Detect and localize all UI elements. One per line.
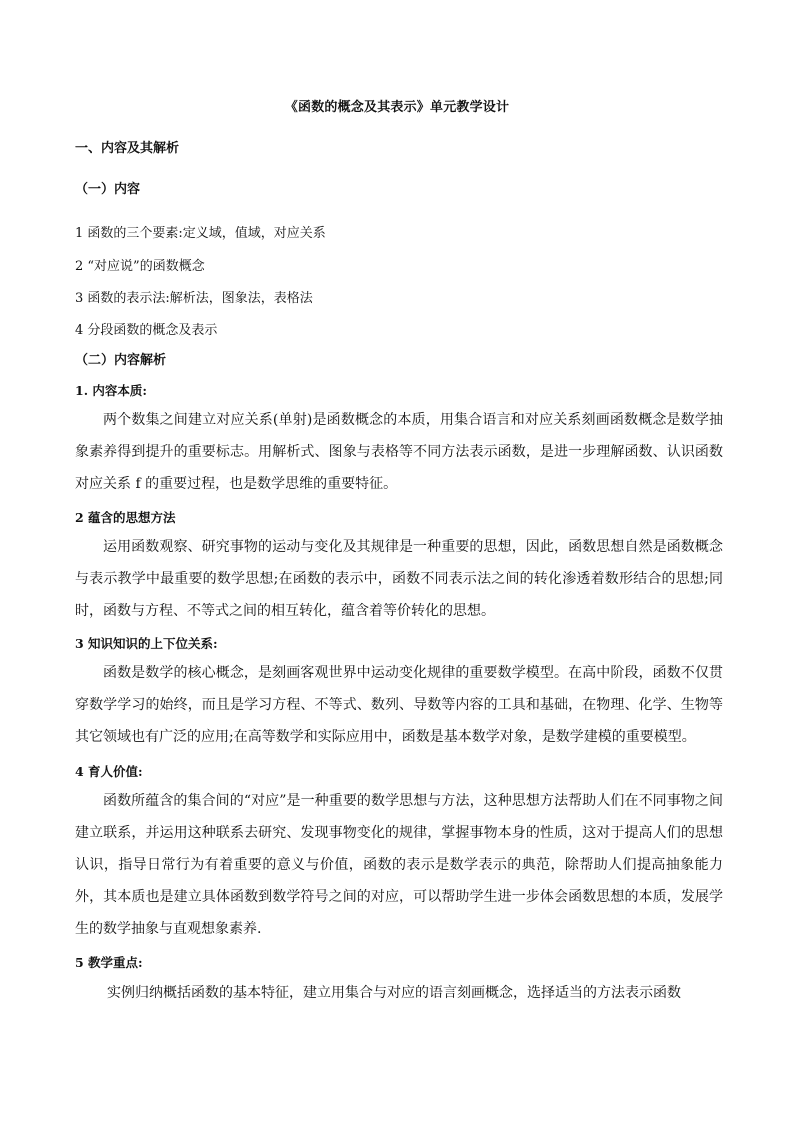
subsection-heading-analysis: （二）内容解析	[75, 353, 167, 368]
subsection-heading-content: （一）内容	[75, 182, 141, 197]
block-text-education-value: 函数所蕴含的集合间的“对应”是一种重要的数学思想与方法，这种思想方法帮助人们在不同事物之间建立联系，并运用这种联系去研究、发现事物变化的规律，掌握事物本身的性质，这对于提高人们的思想认识，指导日常行为有着重要的意义与价值，函数的表示是数学表示的典范，除帮助人们提高抽象能力外，其本质也是建立具体函数到数学符号之间的对应，可以帮助学生进一步体会函数思想的本质，发展学生的数学抽象与直观想象素养.	[75, 793, 723, 937]
block-text-knowledge-relation: 函数是数学的核心概念，是刻画客观世界中运动变化规律的重要数学模型。在高中阶段，函数不仅贯穿数学学习的始终，而且是学习方程、不等式、数列、导数等内容的工具和基础，在物理、化学、生物等其它领域也有广泛的应用;在高等数学和实际应用中，函数是基本数学对象，是数学建模的重要模型。	[75, 665, 723, 745]
block-heading-thinking-method: 2 蕴含的思想方法	[75, 510, 176, 525]
block-text-essence: 两个数集之间建立对应关系(单射)是函数概念的本质，用集合语言和对应关系刻画函数概念是数学抽象素养得到提升的重要标志。用解析式、图象与表格等不同方法表示函数，是进一步理解函数、认识函数对应关系 f 的重要过程，也是数学思维的重要特征。	[75, 412, 723, 492]
block-heading-teaching-focus: 5 教学重点:	[75, 955, 143, 970]
block-heading-knowledge-relation: 3 知识知识的上下位关系:	[75, 636, 218, 651]
content-item-2: 2 “对应说”的函数概念	[75, 259, 205, 274]
block-text-teaching-focus: 实例归纳概括函数的基本特征，建立用集合与对应的语言刻画概念，选择适当的方法表示函数	[107, 985, 681, 1001]
document-title: 《函数的概念及其表示》单元教学设计	[284, 100, 510, 115]
content-item-3: 3 函数的表示法:解析法，图象法，表格法	[75, 291, 313, 306]
block-text-thinking-method: 运用函数观察、研究事物的运动与变化及其规律是一种重要的思想，因此，函数思想自然是函数概念与表示教学中最重要的数学思想;在函数的表示中，函数不同表示法之间的转化渗透着数形结合的思想;同时，函数与方程、不等式之间的相互转化，蕴含着等价转化的思想。	[75, 539, 723, 619]
content-item-1: 1 函数的三个要素:定义域，值域，对应关系	[75, 226, 326, 241]
block-heading-education-value: 4 育人价值:	[75, 764, 143, 779]
block-heading-essence: 1. 内容本质:	[75, 383, 148, 398]
section-heading-content: 一、内容及其解析	[75, 141, 180, 156]
content-item-4: 4 分段函数的概念及表示	[75, 323, 218, 338]
